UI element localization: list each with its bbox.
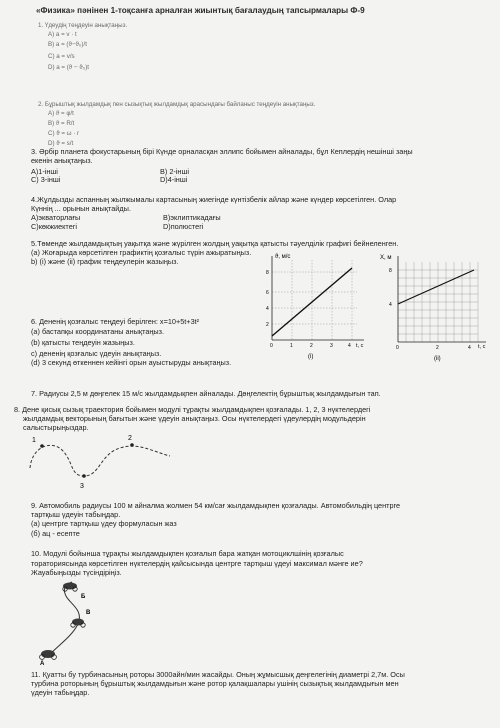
- question-10-line-2: тораторияcында көрсетілген нүктелердің қайсысында центрге тартқыш үдеуі максимал мәнге ие?: [31, 559, 363, 568]
- trajectory-point-1: [40, 444, 44, 448]
- q1-option-b: B) a = (ϑ−ϑ₀)/t: [48, 41, 87, 48]
- motorcyclist-figure-top: [63, 583, 77, 592]
- question-9-line-3: (а) центрге тартқыш үдеу формуласын жаз: [31, 519, 177, 528]
- graph1-ylabel: ϑ, м/с: [275, 254, 291, 260]
- q4-option-d: D)полюстегі: [163, 222, 204, 231]
- question-5-line-3: b) (і) және (іі) график теңдеулерін жазыңыз.: [31, 257, 179, 266]
- graph1-xtick-3: 3: [330, 343, 333, 349]
- question-8-line-2: жылдамдық векторының бағытын және үдеуін анықтаңыз. Осы нүктелердегі үдеулердің модульдерін: [23, 414, 366, 423]
- q1-option-a: A) a = v · t: [48, 31, 77, 38]
- q1-option-c: C) a = v/s: [48, 53, 75, 60]
- question-6-line-5: (d) 3 секунд өткеннен кейінгі орын ауыстыруды анықтаңыз.: [31, 358, 232, 367]
- graph1-ytick-8: 8: [266, 270, 269, 276]
- q1-option-d: D) a = (ϑ − ϑ₀)t: [48, 64, 89, 71]
- question-11-line-2: турбина роторының бұрыштық жылдамдығын және ротор қалақшалары ушінің сызықтық жылдамдығын мен: [31, 679, 399, 688]
- graph1-caption: (і): [308, 354, 314, 360]
- graph2-xtick-4: 4: [468, 345, 471, 351]
- question-6-line-1: 6. Дененің қозғалыс теңдеуі берілген: x=10+5t+3t²: [31, 317, 200, 326]
- q2-option-d: D) ϑ = s/t: [48, 140, 74, 147]
- graph2-caption: (іі): [434, 356, 441, 362]
- question-9-line-1: 9. Автомобиль радиусы 100 м айналма жолмен 54 км/сағ жылдамдықпен қозғалады. Автомобильдің центрге: [31, 501, 401, 510]
- motorcyclist-figure-bottom: [40, 650, 57, 659]
- graph1-xlabel: t, с: [356, 343, 364, 349]
- question-3-line-1: 3. Әрбір планета фокустарының бірі Күнде орналасқан эллипс бойымен айналады, бұл Кеплердің нешінші заңы: [31, 147, 413, 156]
- graph1-xtick-1: 1: [290, 343, 293, 349]
- question-8-line-1: 8. Дене қисық сызық траектория бойымен модулі тұрақты жылдамдықпен қозғалады. 1, 2, 3 нүктелердегі: [14, 405, 371, 414]
- track-label-v: В: [86, 610, 91, 616]
- question-11-line-1: 11. Қуатты бу турбинасының роторы 3000айн/мин жасайды. Оның жұмысшық деңгелегінің диаметрі 2,7м. Осы: [31, 670, 405, 679]
- track-label-b: Б: [81, 594, 86, 600]
- question-4-line-2: Күннің ... орынын анықтайды.: [31, 204, 131, 213]
- question-1-text: 1. Үдеудің теңдеуін анықтаңыз.: [38, 22, 128, 29]
- trajectory-point-3: [82, 474, 86, 478]
- q2-option-b: B) ϑ = R/t: [48, 120, 75, 127]
- graph2-xtick-2: 2: [436, 345, 439, 351]
- graph2-xlabel: t, c: [478, 344, 486, 350]
- question-2-text: 2. Бұрыштық жылдамдық пен сызықтық жылдамдық арасындағы байланыс теңдеуін анықтаңыз.: [38, 101, 316, 108]
- graph2-ylabel: X, м: [380, 255, 392, 261]
- question-3-line-2: екенін анықтаңыз.: [31, 156, 93, 165]
- position-line: [398, 270, 474, 304]
- q4-option-c: С)көкжиектегі: [31, 222, 78, 231]
- q2-option-c: C) ϑ = ω · r: [48, 130, 80, 137]
- graph1-ytick-2: 2: [266, 322, 269, 328]
- question-9-line-4: (б) aц - есепте: [31, 529, 80, 538]
- motorcyclist-figure-middle: [71, 619, 85, 628]
- graph2-ytick-8: 8: [389, 268, 392, 274]
- graph1-xtick-4: 4: [348, 343, 351, 349]
- graph2-xtick-0: 0: [396, 345, 399, 351]
- graph1-xtick-2: 2: [310, 343, 313, 349]
- graph1-ytick-4: 4: [266, 306, 269, 312]
- question-9-line-2: тартқыш үдеуін табыңдар.: [31, 510, 121, 519]
- question-4-line-1: 4.Жұлдызды аспанның жылжымалы картасының жиегінде күнтізбелік айлар және күндер көрсетілген. Олар: [31, 195, 397, 204]
- graph2-ytick-4: 4: [389, 302, 392, 308]
- velocity-time-graph: [262, 250, 374, 362]
- motorcycle-track-diagram: [26, 578, 106, 666]
- q3-option-c: С) 3-інші: [31, 175, 61, 184]
- question-10-line-3: Жауабыңызды түсіндіріңіз.: [31, 568, 122, 577]
- question-6-line-2: (а) бастапқы координатаны анықтаңыз.: [31, 327, 165, 336]
- question-11-line-3: үдеуін табыңдар.: [31, 688, 90, 697]
- track-label-a: А: [40, 661, 45, 666]
- question-10-line-1: 10. Модулі бойынша тұрақты жылдамдықпен қозғалып бара жатқан мотоциклшінің қозғалыс: [31, 549, 344, 558]
- question-6-line-3: (b) қатысты теңдеуін жазыңыз.: [31, 338, 135, 347]
- trajectory-label-1: 1: [32, 437, 36, 444]
- question-5-line-1: 5.Төменде жылдамдықтың уақытқа және жүрілген жолдың уақытқа қатысты тәуелділік графигі бейнеленген.: [31, 239, 399, 248]
- motorcycle-track: [48, 582, 79, 656]
- graph1-ytick-6: 6: [266, 290, 269, 296]
- page-title: «Физика» пәнінен 1-тоқсанға арналған жиынтық бағалаудың тапсырмалары Ф-9: [36, 6, 365, 15]
- question-7-text: 7. Радиусы 2,5 м дөңгелек 15 м/с жылдамдықпен айналады. Дөңгелектің бұрыштық жылдамдығын тап.: [31, 389, 381, 398]
- position-time-graph: [378, 248, 493, 366]
- q3-option-a: А)1-інші: [31, 167, 58, 176]
- q4-option-b: В)эклиптикадағы: [163, 213, 221, 222]
- question-6-line-4: c) дененің қозғалыс үдеуін анықтаңыз.: [31, 349, 162, 358]
- question-5-line-2: (а) Жоғарыда көрсетілген графиктің қозғалыс түрін ажыратыңыз.: [31, 248, 252, 257]
- trajectory-point-2: [130, 443, 134, 447]
- trajectory-curve: [30, 445, 170, 476]
- q2-option-a: A) ϑ = φ/t: [48, 110, 74, 117]
- q3-option-d: D)4-інші: [160, 175, 188, 184]
- q4-option-a: А)экваторлағы: [31, 213, 81, 222]
- trajectory-label-3: 3: [80, 483, 84, 490]
- trajectory-label-2: 2: [128, 435, 132, 442]
- graph1-xtick-0: 0: [270, 343, 273, 349]
- trajectory-diagram: [22, 432, 182, 492]
- question-8-line-3: салыстырыңыздар.: [23, 423, 89, 432]
- q3-option-b: В) 2-інші: [160, 167, 189, 176]
